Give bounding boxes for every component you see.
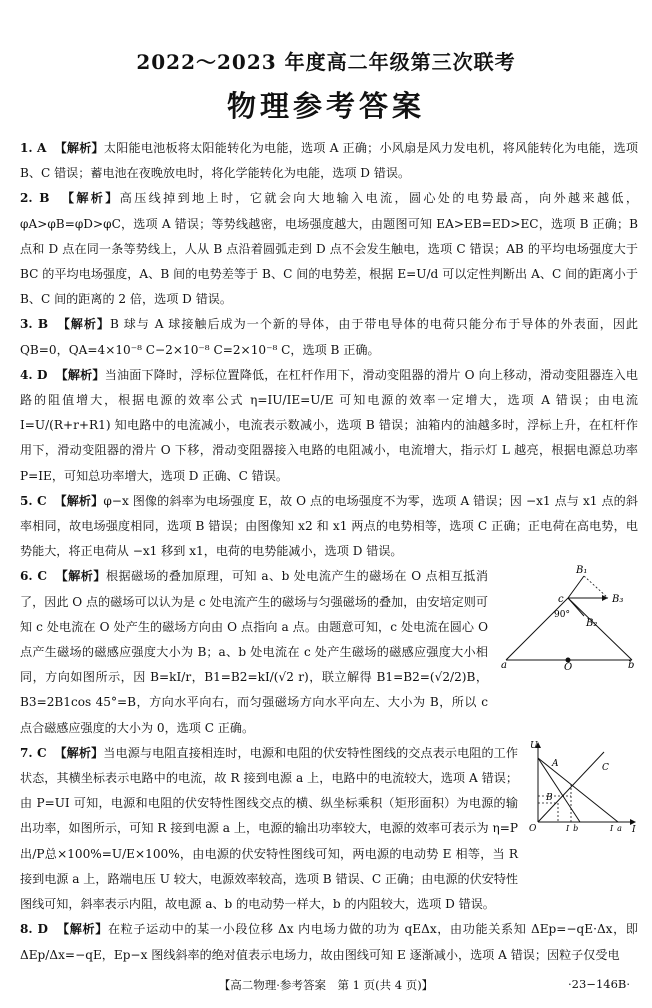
- vector-b2: [568, 598, 584, 616]
- answer-item: 7. C 【解析】当电源与电阻直接相连时，电源和电阻的伏安特性图线的交点表示电阻的工作状态，其横坐标表示电路中的电流，故 R 接到电源 a 上，电路中的电流较大，选项 A 错误；由 P=UI 可知，电源和电阻的伏安特性图线交点的横、纵坐标乘积（矩形面积）为电源的输出功率，如图所示，可知 R 接到电源 a 上，电源的输出功率较大，电源的效率可表示为 η=P出/P总×100%=U/E×100%，由电源的伏安特性图线可知，两电源的电动势 E 相等，当 R 接到电源 a 上，路端电压 U 较大，电源效率较高，选项 B 错误、C 正确；由电源的伏安特性图线可知，斜率表示内阻，故电源 a、b 的电动势一样大，b 的内阻较大，选项 D 错误。: [20, 745, 518, 912]
- triangle-right-side: [568, 598, 632, 660]
- label-o: O: [564, 662, 573, 672]
- answer-item: 4. D 【解析】当油面下降时，浮标位置降低，在杠杆作用下，滑动变阻器的滑片 O 向上移动，滑动变阻器连入电路的阻值增大，根据电源的效率公式 η=IU/IE=U/E 可知电源的效率一定增大，选项 A 错误；由电流 I=U/(R+r+R1) 知电路中的电流减小，电流表示数减小，选项 B 错误；油箱内的油越多时，浮标上升，在杠杆作用下，滑动变阻器的滑片 O 下移，滑动变阻器接入电路的电阻减小，电流增大，指示灯 L 越亮，根据电源总功率 P=IE，可知总功率增大，选项 D 正确、C 错误。: [20, 367, 638, 483]
- label-origin: O: [529, 824, 537, 832]
- answer-item: 1. A 【解析】太阳能电池板将太阳能转化为电能，选项 A 正确；小风扇是风力发电机，将风能转化为电能，选项 B、C 错误；蓄电池在夜晚放电时，将化学能转化为电能，选项 D 错误。: [20, 141, 638, 181]
- footer-code: ·23−146B·: [568, 977, 630, 991]
- vector-b1: [568, 576, 584, 598]
- magnetic-field-diagram: [500, 562, 640, 672]
- answer-item: 3. B 【解析】B 球与 A 球接触后成为一个新的导体，由于带电导体的电荷只能分布于导体的外表面，因此 QB=0，QA=4×10⁻⁸ C−2×10⁻⁸ C=2×10⁻⁸ C，选项 B 正确。: [20, 317, 638, 357]
- iv-characteristic-graph: [528, 738, 640, 832]
- label-ia: I_a: [610, 824, 622, 832]
- label-b3: B₃: [612, 594, 624, 605]
- source-b-line: [538, 758, 580, 822]
- exam-title: 2022～2023 年度高二年级第三次联考: [136, 50, 516, 74]
- answer-item: 8. D 【解析】在粒子运动中的某一小段位移 Δx 内电场力做的功为 qEΔx，由功能关系知 ΔEp=−qE·Δx，即 ΔEp/Δx=−qE，Ep−x 图线斜率的绝对值表示电场力，故由图线可知 E 逐渐减小，选项 A 错误；因粒子仅受电: [20, 922, 638, 962]
- label-curve-c: C: [602, 763, 609, 773]
- label-curve-a: A: [552, 759, 559, 769]
- label-ib: I_b: [566, 824, 579, 832]
- label-i: I: [632, 825, 636, 832]
- label-b: b: [628, 660, 635, 671]
- answer-item: 5. C 【解析】φ−x 图像的斜率为电场强度 E，故 O 点的电场强度不为零，选项 A 错误；因 −x1 点与 x1 点的斜率相同，故电场强度相同，选项 B 错误；由图像知 x2 和 x1 两点的电势相等，选项 C 正确；正电荷在高电势，电势能大，将正电荷从 −x1 移到 x1，电荷的电势能减小，选项 D 错误。: [20, 493, 638, 559]
- triangle-left-side: [506, 598, 568, 660]
- label-angle: 90°: [554, 610, 570, 620]
- answer-item: 2. B 【解析】高压线掉到地上时，它就会向大地输入电流，圆心处的电势最高，向外越来越低，φA>φB=φD>φC，选项 A 错误；等势线越密，电场强度越大，由题图可知 EA>EB=ED>EC，选项 B 正确；B 点和 D 点在同一条等势线上，人从 B 点沿着圆弧走到 D 点不会发生触电，选项 C 错误；AB 的平均电场强度大于 BC 的平均电场强度，A、B 间的电势差等于 B、C 间的电势差，根据 E=U/d 可以定性判断出 A、C 间的距离小于 B、C 间的距离的 2 倍，选项 D 错误。: [20, 191, 638, 307]
- footer-page-info: 【高二物理·参考答案 第 1 页(共 4 页)】: [218, 978, 434, 992]
- label-a: a: [501, 660, 507, 671]
- answer-list: [20, 136, 638, 968]
- label-curve-b: B: [546, 793, 553, 803]
- resistor-line: [538, 752, 604, 822]
- answer-key-title: 物理参考答案: [226, 89, 425, 123]
- label-b1: B₁: [576, 565, 588, 576]
- answer-item: 6. C 【解析】根据磁场的叠加原理，可知 a、b 处电流产生的磁场在 O 点相互抵消了，因此 O 点的磁场可以认为是 c 处电流产生的磁场与匀强磁场的叠加，由安培定则可知 c 处电流在 O 处产生的磁场方向由 O 点指向 a 点。由题意可知，c 处电流在圆心 O 点产生磁场的磁感应强度大小为 B；a、b 处电流在 c 处产生磁场的磁感应强度大小相同，方向如图所示，因 B=kI/r，B1=B2=kI/(√2 r)，联立解得 B1=B2=(√2/2)B，B3=2B1cos 45°=B，方向水平向右，而匀强磁场方向水平向左、大小为 B，所以 c 点合磁感应强度的大小为 0，选项 C 正确。: [20, 569, 488, 735]
- vector-b3-arrowhead: [602, 595, 608, 601]
- label-c: c: [558, 594, 564, 605]
- label-u: U: [530, 741, 538, 751]
- label-b2: B₂: [586, 618, 598, 629]
- parallelogram-edge: [584, 576, 608, 598]
